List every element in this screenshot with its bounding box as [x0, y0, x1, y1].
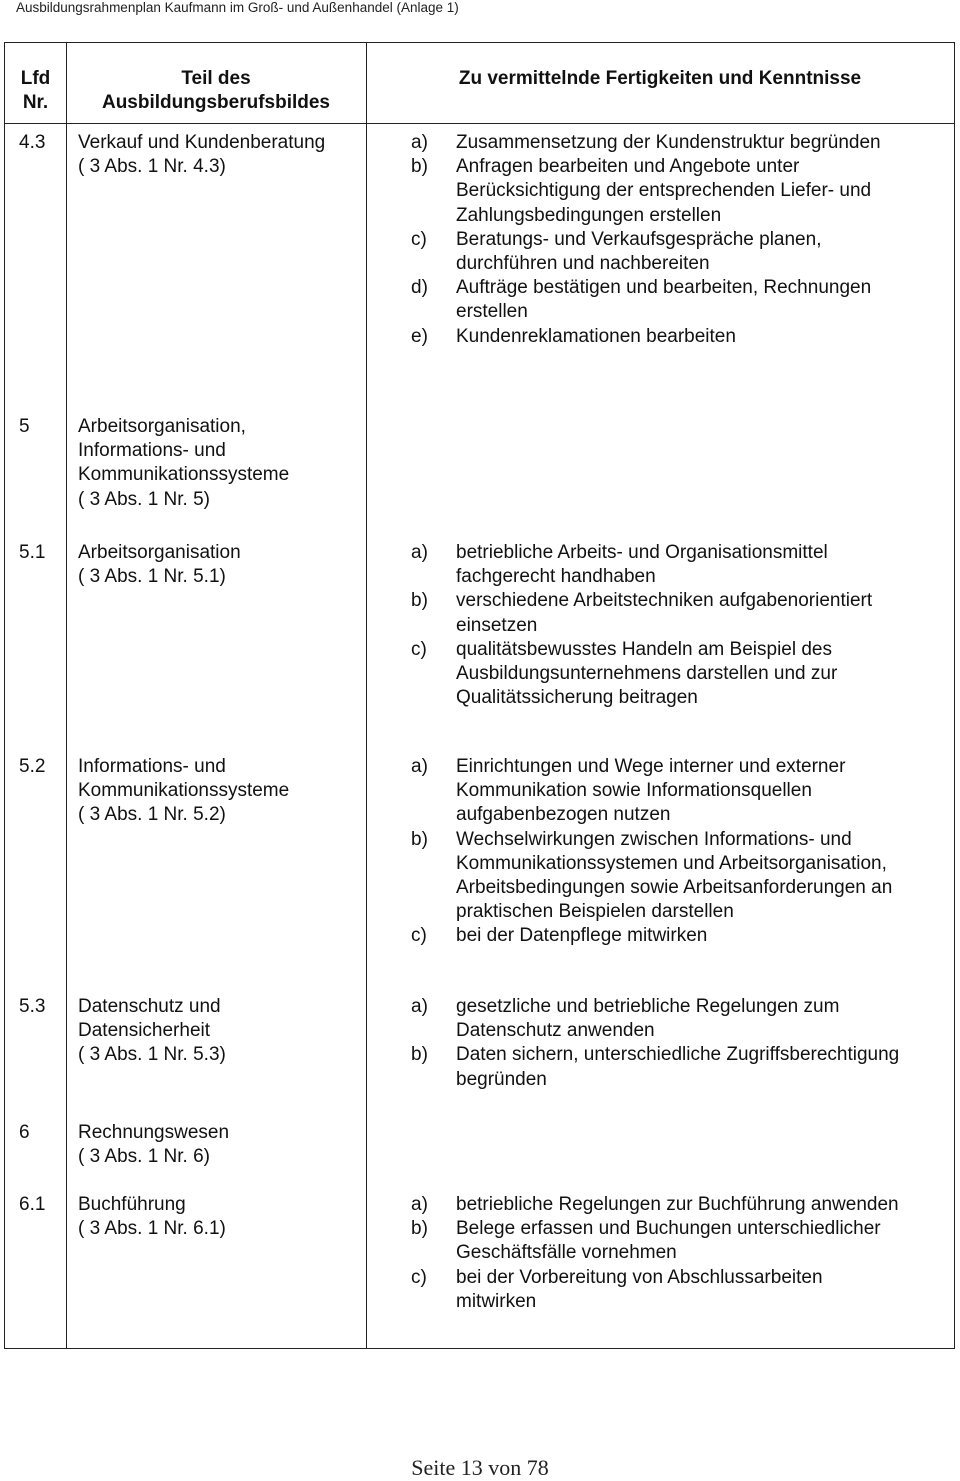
- curriculum-table: [4, 42, 955, 1349]
- list-item: a) betriebliche Arbeits- und Organisationsmittel fachgerecht handhaben: [411, 542, 828, 588]
- row-topic: Buchführung ( 3 Abs. 1 Nr. 6.1): [78, 1194, 226, 1240]
- skills-list: [411, 755, 892, 949]
- row-number: 5.3: [19, 996, 46, 1017]
- list-item: a) Zusammensetzung der Kundenstruktur begründen: [411, 132, 881, 153]
- header-divider: [5, 123, 954, 124]
- column-divider: [366, 43, 367, 1348]
- list-item: d) Aufträge bestätigen und bearbeiten, Rechnungen erstellen: [411, 277, 872, 323]
- list-item: b) Belege erfassen und Buchungen unterschiedlicher Geschäftsfälle vornehmen: [411, 1218, 881, 1264]
- row-number: 5: [19, 416, 30, 437]
- list-item: e) Kundenreklamationen bearbeiten: [411, 325, 736, 347]
- row-number: 5.1: [19, 542, 46, 563]
- list-item: c) qualitätsbewusstes Handeln am Beispiel des Ausbildungsunternehmens darstellen und zur Qualitätssicherung beitragen: [411, 638, 838, 709]
- row-topic: Arbeitsorganisation, Informations- und Kommunikationssysteme ( 3 Abs. 1 Nr. 5): [78, 416, 290, 510]
- row-topic: Informations- und Kommunikationssysteme ( 3 Abs. 1 Nr. 5.2): [78, 756, 290, 826]
- row-topic: Verkauf und Kundenberatung ( 3 Abs. 1 Nr. 4.3): [78, 132, 326, 178]
- skills-list: [411, 131, 881, 349]
- col-header-fertigkeiten: Zu vermittelnde Fertigkeiten und Kenntnisse: [458, 68, 862, 89]
- skills-list: [411, 1193, 899, 1314]
- row-topic: Rechnungswesen ( 3 Abs. 1 Nr. 6): [78, 1122, 230, 1168]
- row-topic: Arbeitsorganisation ( 3 Abs. 1 Nr. 5.1): [78, 542, 241, 588]
- page-number: Seite 13 von 78: [411, 1455, 549, 1480]
- col-header-lfd-nr: Lfd Nr.: [20, 68, 51, 113]
- list-item: c) Beratungs- und Verkaufsgespräche planen, durchführen und nachbereiten: [411, 228, 822, 275]
- list-item: c) bei der Vorbereitung von Abschlussarbeiten mitwirken: [411, 1266, 823, 1312]
- col-header-teil: Teil des Ausbildungsberufsbildes: [101, 68, 331, 113]
- column-divider: [66, 43, 67, 1348]
- skills-list: [411, 995, 899, 1092]
- list-item: b) verschiedene Arbeitstechniken aufgabenorientiert einsetzen: [411, 590, 873, 636]
- list-item: b) Wechselwirkungen zwischen Informations- und Kommunikationssystemen und Arbeitsorganisation, Arbeitsbedingungen sowie Arbeitsanforderungen an praktischen Beispielen darstellen: [411, 828, 893, 923]
- row-number: 5.2: [19, 756, 46, 777]
- skills-list: [411, 541, 872, 710]
- list-item: b) Daten sichern, unterschiedliche Zugriffsberechtigung begründen: [411, 1044, 900, 1090]
- row-topic: Datenschutz und Datensicherheit ( 3 Abs. 1 Nr. 5.3): [78, 996, 226, 1066]
- list-item: c) bei der Datenpflege mitwirken: [411, 925, 708, 947]
- row-number: 4.3: [19, 132, 46, 153]
- row-number: 6: [19, 1122, 30, 1143]
- list-item: a) betriebliche Regelungen zur Buchführung anwenden: [411, 1194, 899, 1215]
- list-item: b) Anfragen bearbeiten und Angebote unter Berücksichtigung der entsprechenden Liefer- und Zahlungsbedingungen erstellen: [411, 156, 872, 226]
- list-item: a) gesetzliche und betriebliche Regelungen zum Datenschutz anwenden: [411, 996, 840, 1042]
- running-header: Ausbildungsrahmenplan Kaufmann im Groß- und Außenhandel (Anlage 1): [16, 0, 459, 15]
- list-item: a) Einrichtungen und Wege interner und externer Kommunikation sowie Informationsquellen aufgabenbezogen nutzen: [411, 756, 846, 826]
- row-number: 6.1: [19, 1194, 46, 1215]
